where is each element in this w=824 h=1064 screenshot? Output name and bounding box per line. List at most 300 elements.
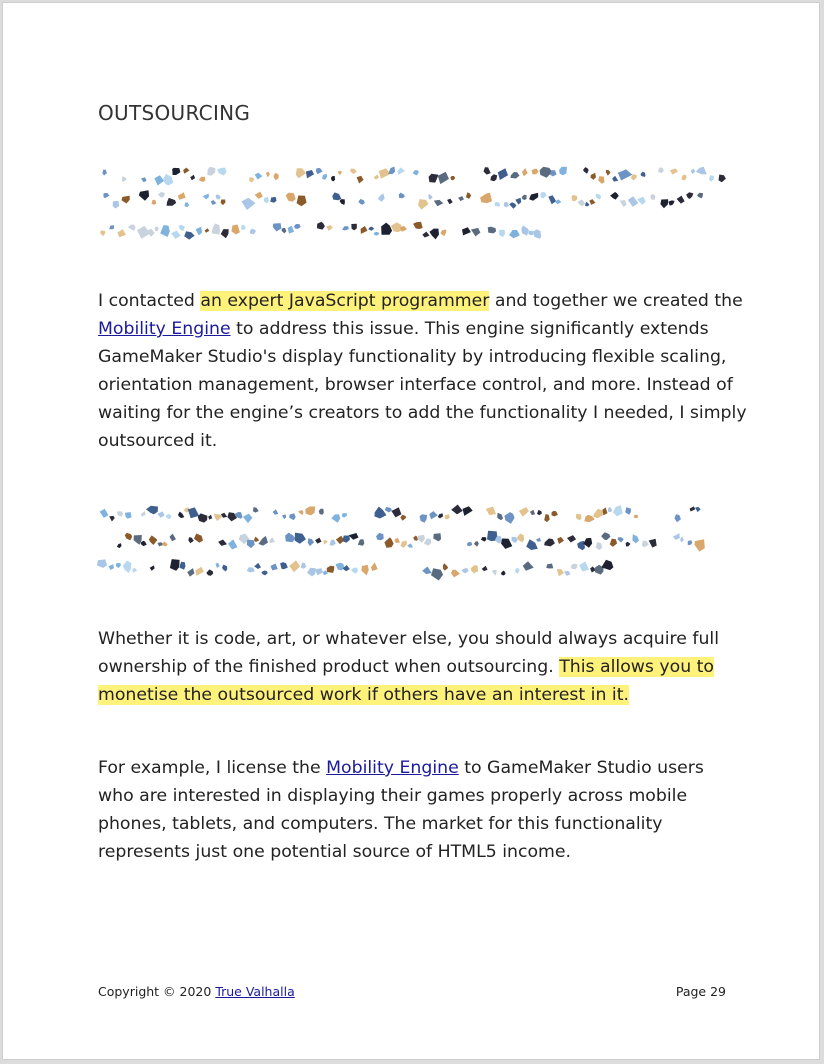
redaction-shard [572, 195, 578, 202]
redaction-shard [167, 198, 177, 206]
redaction-shard [497, 513, 503, 521]
redaction-shard [166, 514, 172, 519]
redaction-shard [154, 175, 164, 185]
redaction-shard [184, 202, 189, 207]
redaction-shard [206, 569, 213, 575]
redaction-shard [282, 228, 287, 234]
redaction-shard [422, 567, 432, 575]
redaction-shard [205, 228, 210, 233]
redaction-shard [187, 568, 194, 577]
redaction-shard [451, 505, 463, 515]
redaction-shard [306, 170, 314, 178]
redaction-shard [134, 535, 142, 545]
redaction-shard [194, 534, 203, 543]
redaction-shard [141, 177, 147, 182]
redaction-shard [498, 168, 508, 180]
redaction-shard [526, 539, 538, 550]
redaction-shard [398, 167, 406, 174]
redaction-shard [589, 199, 595, 205]
redaction-shard [440, 230, 446, 237]
redaction-shard [324, 540, 328, 545]
redaction-shard [171, 231, 181, 239]
redaction-shard [216, 563, 220, 568]
redaction-shard [490, 174, 497, 181]
redaction-shard [162, 542, 168, 547]
redaction-shard [540, 192, 546, 199]
redaction-shard [682, 175, 687, 181]
redaction-shard [482, 566, 488, 571]
redaction-shard [632, 534, 639, 543]
redaction-shard [315, 538, 322, 544]
redaction-shard [308, 538, 314, 546]
redaction-shard [537, 510, 542, 515]
redaction-shard [198, 513, 208, 522]
redaction-shard [253, 507, 259, 513]
redaction-shard [116, 563, 121, 568]
redaction-shard [577, 541, 585, 550]
redaction-shard [625, 507, 631, 515]
redaction-shard [660, 199, 668, 208]
redaction-shard [686, 192, 693, 199]
redaction-shard [695, 507, 701, 512]
redaction-shard [480, 193, 492, 203]
redaction-shard [593, 509, 604, 519]
redaction-shard [466, 192, 471, 199]
redaction-shard [122, 176, 127, 181]
redaction-shard [152, 200, 157, 205]
redaction-shard [315, 568, 323, 575]
redaction-shard [601, 532, 610, 540]
redaction-shard [583, 167, 589, 174]
redaction-shard [296, 168, 306, 178]
redaction-shard [122, 196, 130, 204]
redaction-shard [338, 171, 342, 175]
redaction-shard [141, 541, 147, 546]
redaction-shard [349, 533, 359, 540]
redaction-shard [384, 537, 393, 548]
redaction-shard [694, 539, 704, 551]
redaction-shard [584, 515, 595, 522]
redaction-shard [254, 563, 261, 569]
redaction-shard [203, 194, 209, 200]
redaction-shard [576, 514, 582, 520]
redaction-shard [155, 226, 159, 231]
text-line: Whether it is code, art, or whatever else, you should always acquire full [98, 629, 720, 649]
redaction-shard [261, 571, 267, 576]
redaction-shard [431, 568, 443, 580]
redaction-shard [578, 200, 586, 207]
redaction-shard [610, 539, 617, 547]
redaction-shard [596, 194, 602, 200]
redaction-shard [494, 202, 500, 207]
redaction-shard [342, 513, 348, 518]
redaction-shard [399, 193, 405, 199]
text-line: For example, I license the Mobility Engine to GameMaker Studio users [98, 758, 704, 778]
redaction-shard [443, 563, 448, 570]
redaction-shard [429, 174, 439, 183]
redaction-shard [255, 173, 263, 180]
redaction-shard [113, 201, 120, 209]
redaction-shard [218, 540, 227, 546]
footer-copyright: Copyright © 2020 True Valhalla [98, 984, 295, 999]
redaction-shard [451, 570, 460, 578]
redaction-shard [241, 198, 255, 210]
redaction-shard [190, 175, 195, 181]
redaction-shard [579, 561, 589, 571]
redaction-shard [273, 509, 279, 515]
redaction-shard [289, 560, 300, 572]
redaction-shard [522, 195, 527, 200]
text-line: I contacted an expert JavaScript programmer and together we created the [98, 291, 743, 311]
redaction-shard [378, 194, 385, 202]
redaction-shard [677, 196, 685, 204]
redaction-shard [641, 172, 646, 177]
redaction-shard [670, 168, 678, 174]
redaction-shard [331, 176, 335, 182]
text-line: orientation management, browser interface control, and more. Instead of [98, 375, 733, 395]
redaction-shard [254, 537, 259, 542]
redaction-shard [544, 539, 555, 547]
redaction-shard [461, 568, 468, 573]
redaction-shard [271, 564, 278, 571]
redaction-shard [214, 514, 222, 521]
redaction-shard [471, 228, 481, 237]
redaction-shard [163, 174, 173, 186]
redaction-shard [146, 506, 158, 515]
redaction-shard [515, 568, 519, 574]
redaction-shard [109, 516, 115, 522]
redaction-shard [467, 542, 472, 546]
redaction-shard [651, 194, 656, 200]
page-number: Page 29 [675, 984, 726, 999]
redaction-shard [719, 175, 726, 183]
redaction-shard [342, 536, 349, 543]
redaction-shard [207, 167, 215, 176]
redaction-shard [504, 202, 510, 207]
redaction-shard [216, 194, 221, 199]
redaction-shard [179, 225, 185, 232]
redaction-shard [418, 199, 428, 210]
redaction-shard [305, 506, 315, 515]
redaction-shard [488, 227, 496, 234]
redaction-shard [511, 537, 517, 543]
redaction-shard [330, 540, 336, 546]
redaction-shard [450, 176, 455, 180]
redaction-shard [649, 539, 657, 548]
redaction-shard [493, 570, 497, 576]
redaction-shard [108, 564, 114, 570]
redaction-shard [413, 170, 419, 175]
redaction-shard [696, 167, 707, 175]
redaction-shard [228, 539, 237, 549]
redaction-shard [211, 200, 217, 205]
redaction-shard [533, 229, 541, 238]
redaction-shard [371, 562, 378, 571]
redaction-shard [103, 193, 109, 198]
paragraph-ownership [98, 625, 738, 709]
redaction-shard [688, 540, 693, 545]
redaction-shard [633, 515, 638, 519]
redaction-shard [317, 222, 325, 230]
redaction-shard [331, 514, 340, 523]
redaction-shard [247, 567, 255, 572]
redaction-shard [458, 196, 464, 201]
redaction-shard [332, 192, 341, 200]
redaction-shard [618, 169, 632, 180]
redaction-shard [438, 513, 443, 518]
redaction-shard [668, 200, 674, 205]
redaction-shard [100, 509, 109, 518]
highlighted-text: monetise the outsourced work if others have an interest in it. [98, 685, 629, 705]
redaction-shard [307, 568, 316, 577]
redaction-shard [612, 176, 618, 182]
redaction-shard [342, 226, 349, 230]
redaction-shard [374, 232, 380, 236]
redaction-shard [196, 227, 203, 236]
redaction-shard [376, 533, 384, 540]
redaction-shard [445, 514, 450, 519]
redaction-shard [128, 225, 136, 231]
redaction-shard [474, 541, 479, 547]
redaction-shard [628, 196, 639, 207]
redaction-shard [618, 537, 624, 542]
redaction-shard [658, 167, 664, 173]
redaction-shard [361, 565, 368, 576]
redaction-shard [322, 174, 327, 180]
redaction-shard [381, 223, 392, 235]
redaction-shard [294, 224, 301, 229]
redaction-shard [388, 167, 395, 175]
redaction-shard [217, 168, 226, 176]
highlighted-text: This allows you to [559, 657, 715, 677]
redaction-shard [109, 225, 114, 229]
redaction-shard [221, 513, 227, 518]
redaction-shard [150, 565, 155, 570]
redaction-shard [501, 571, 506, 576]
redaction-shard [258, 536, 268, 546]
redaction-shard [357, 176, 364, 184]
redaction-shard [504, 512, 514, 524]
redaction-shard [350, 169, 357, 175]
redaction-shard [517, 534, 524, 543]
redaction-shard [642, 541, 649, 548]
redaction-shard [301, 563, 307, 569]
redaction-shard [626, 542, 631, 547]
redaction-shard [374, 507, 386, 519]
redaction-shard [523, 561, 534, 571]
redaction-shard [340, 199, 345, 205]
redaction-shard [178, 512, 184, 518]
text-line: outsourced it. [98, 431, 218, 451]
redaction-shard [530, 510, 535, 515]
redaction-shard [481, 537, 487, 542]
redaction-shard [327, 566, 335, 573]
redaction-shard [316, 168, 323, 174]
redaction-shard [598, 176, 604, 184]
redaction-shard [509, 230, 520, 238]
redaction-shard [149, 535, 158, 545]
redaction-shard [413, 222, 423, 229]
redaction-shard [351, 568, 358, 574]
redaction-shard [557, 569, 564, 576]
redaction-shard [429, 511, 438, 519]
redaction-shard [102, 170, 107, 176]
redaction-shard [585, 202, 590, 207]
true-valhalla-link[interactable]: True Valhalla [215, 984, 295, 999]
redaction-shard [335, 563, 344, 571]
text-line: represents just one potential source of HTML5 income. [98, 842, 571, 862]
redaction-shard [358, 539, 365, 546]
redaction-shard [141, 511, 146, 517]
text-line: Mobility Engine to address this issue. This engine significantly extends [98, 319, 709, 339]
redaction-shard [515, 198, 521, 205]
redaction-shard [255, 192, 263, 199]
redaction-shard [540, 167, 553, 178]
redaction-shard [532, 169, 539, 175]
redaction-shard [195, 567, 204, 576]
redaction-shard [221, 200, 226, 206]
redaction-shard [247, 540, 255, 548]
paragraph-licensing-example [98, 754, 738, 866]
redaction-shard [358, 199, 365, 205]
redaction-shard [501, 539, 512, 549]
redaction-shard [212, 224, 221, 235]
redaction-shard [285, 533, 295, 543]
redaction-shard [180, 562, 186, 570]
mobility-engine-link[interactable]: Mobility Engine [326, 758, 459, 778]
redaction-shard [499, 230, 505, 238]
redaction-shard [637, 197, 646, 205]
redaction-shard [319, 509, 324, 515]
redaction-shard [591, 173, 597, 180]
redaction-shard [221, 229, 229, 238]
redaction-shard [567, 535, 576, 542]
redaction-shard [620, 200, 627, 207]
redaction-shard [374, 175, 379, 180]
redaction-shard [519, 507, 529, 517]
redaction-shard [613, 505, 623, 516]
redaction-shard [691, 169, 695, 174]
redaction-shard [571, 564, 578, 570]
redaction-shard [418, 535, 425, 543]
redaction-shard [241, 225, 246, 230]
redaction-shard [125, 512, 132, 519]
redaction-shard [522, 168, 528, 176]
redaction-shard [555, 199, 561, 204]
redaction-shard [462, 227, 471, 235]
redaction-shard [273, 223, 282, 231]
text-line: who are interested in displaying their games properly across mobile [98, 786, 688, 806]
redaction-shard [123, 561, 131, 574]
redaction-shard [391, 507, 401, 517]
redaction-shard [407, 543, 413, 547]
redaction-shard [158, 192, 165, 198]
redaction-shard [172, 168, 180, 175]
mobility-engine-link[interactable]: Mobility Engine [98, 319, 231, 339]
redaction-shard [428, 194, 432, 200]
redaction-shard [510, 172, 519, 179]
redaction-shard [424, 538, 431, 545]
redaction-shard [690, 506, 696, 511]
redaction-shard [557, 537, 564, 544]
section-heading: OUTSOURCING [98, 101, 251, 125]
text-line: phones, tablets, and computers. The market for this functionality [98, 814, 663, 834]
redaction-shard [157, 511, 164, 517]
text-line: GameMaker Studio's display functionality by introducing flexible scaling, [98, 347, 727, 367]
redaction-shard [697, 193, 703, 199]
redaction-shard [264, 197, 269, 204]
redaction-shard [199, 177, 205, 182]
redaction-shard [564, 571, 570, 576]
redaction-shard [117, 543, 122, 548]
redaction-shard [709, 175, 714, 182]
redaction-shard [433, 533, 441, 541]
redaction-shard [680, 536, 684, 542]
text-line: ownership of the finished product when outsourcing. This allows you to [98, 657, 715, 677]
redaction-shard [351, 224, 357, 231]
redaction-shard [536, 538, 541, 542]
redaction-shard [298, 510, 303, 515]
redaction-shard [420, 514, 428, 522]
redaction-shard [295, 533, 306, 544]
redaction-shard [550, 170, 556, 176]
redaction-shard [250, 229, 256, 235]
redaction-shard [183, 168, 189, 174]
redaction-shard [413, 536, 418, 541]
redaction-shard [231, 225, 240, 235]
text-line [98, 681, 738, 709]
redaction-shard [471, 565, 478, 573]
redaction-shard [188, 537, 194, 543]
redaction-shard [117, 511, 123, 516]
redaction-shard [184, 508, 189, 513]
redaction-shard [125, 533, 133, 541]
redaction-shard [548, 195, 556, 204]
redaction-shard [400, 515, 406, 521]
redaction-shard [188, 507, 199, 518]
redaction-shard [673, 533, 680, 540]
redaction-shard [286, 193, 296, 202]
redaction-shard [97, 559, 107, 568]
redaction-shard [100, 231, 105, 237]
redaction-shard [117, 229, 126, 237]
redaction-shard [132, 568, 137, 573]
redaction-shard [273, 173, 278, 181]
redaction-shard [178, 192, 186, 199]
redaction-shard [270, 197, 276, 203]
redaction-shard [606, 170, 611, 176]
redaction-shard [610, 192, 619, 200]
redaction-shard [208, 515, 212, 520]
redaction-shard [422, 232, 429, 238]
redaction-shard [394, 538, 400, 543]
redaction-shard [249, 177, 254, 182]
redaction-shard [297, 196, 307, 207]
redaction-shard [269, 537, 275, 543]
redaction-shard [368, 227, 374, 231]
redaction-shard [546, 564, 553, 569]
redaction-shard [385, 507, 392, 513]
redaction-shard [401, 541, 408, 548]
redaction-shard [463, 506, 473, 516]
redaction-shard [552, 511, 559, 517]
redaction-shard [361, 226, 368, 234]
redaction-shard [282, 514, 286, 519]
redaction-shard [326, 225, 333, 231]
redaction-shard [160, 225, 170, 237]
redaction-shard [434, 200, 444, 206]
redaction-shard [280, 562, 288, 569]
